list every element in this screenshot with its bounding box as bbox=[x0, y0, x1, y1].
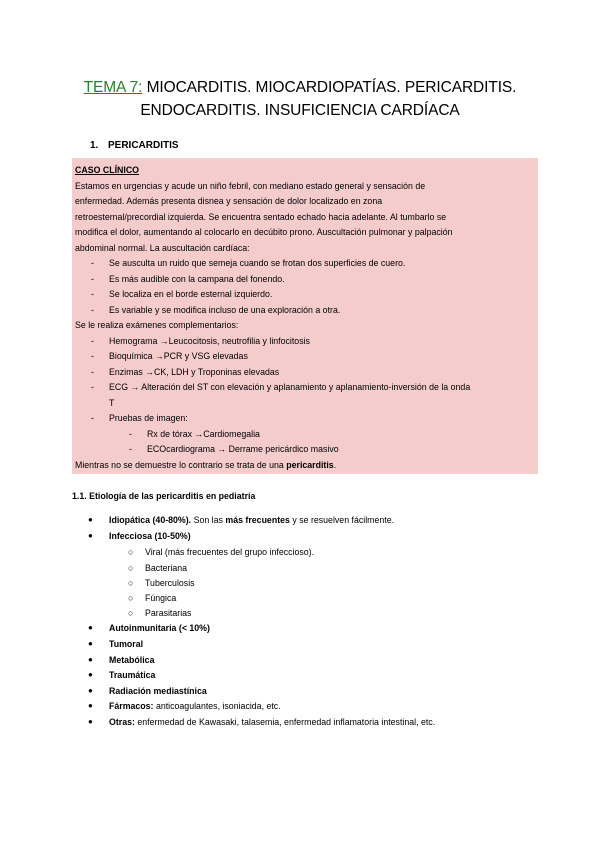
imaging-item: - Rx de tórax →Cardiomegalia bbox=[129, 428, 260, 439]
bullet-icon: ● bbox=[88, 655, 93, 664]
circle-bullet-icon: ○ bbox=[128, 578, 134, 588]
case-text-line: enfermedad. Además presenta disnea y sensación de dolor localizado en zona bbox=[75, 196, 383, 206]
case-text-line: abdominal normal. La auscultación cardíaca: bbox=[75, 242, 250, 253]
bullet-icon: ● bbox=[88, 670, 93, 679]
case-text-line: Estamos en urgencias y acude un niño febril, con mediano estado general y sensación de bbox=[75, 180, 426, 191]
auscultation-item: - Se localiza en el borde esternal izquierdo. bbox=[91, 289, 273, 299]
bullet-icon: ● bbox=[88, 639, 93, 648]
title-line-1: MIOCARDITIS. MIOCARDIOPATÍAS. PERICARDITIS. bbox=[146, 79, 517, 96]
case-text-line: retroesternal/precordial izquierda. Se encuentra sentado echado hacia adelante. Al tumbarlo se bbox=[75, 211, 447, 222]
bullet-icon: ● bbox=[88, 531, 93, 540]
imaging-item: - ECOcardiograma → Derrame pericárdico masivo bbox=[129, 444, 339, 454]
circle-bullet-icon: ○ bbox=[128, 547, 134, 557]
title-line-2: ENDOCARDITIS. INSUFICIENCIA CARDÍACA bbox=[140, 102, 460, 119]
case-conclusion: Mientras no se demuestre lo contrario se trata de una pericarditis. bbox=[75, 459, 337, 470]
subsection-heading: 1.1. Etiología de las pericarditis en pediatría bbox=[72, 491, 256, 501]
bullet-icon: ● bbox=[88, 515, 93, 524]
exams-intro: Se le realiza exámenes complementarios: bbox=[75, 320, 239, 330]
auscultation-item: - Es variable y se modifica incluso de una exploración a otra. bbox=[91, 304, 341, 315]
case-text-line: modifica el dolor, aumentando al colocarlo en decúbito prono. Auscultación pulmonar y palpación bbox=[75, 227, 453, 237]
exam-item: - Hemograma →Leucocitosis, neutrofilia y linfocitosis bbox=[91, 335, 310, 346]
bullet-icon: ● bbox=[88, 701, 93, 710]
bullet-icon: ● bbox=[88, 623, 93, 632]
exam-item: - Bioquímica →PCR y VSG elevadas bbox=[91, 351, 248, 361]
section-1-heading bbox=[90, 140, 179, 151]
auscultation-item: - Es más audible con la campana del fonendo. bbox=[91, 273, 285, 284]
section-number: 1. bbox=[90, 140, 99, 151]
page-title bbox=[40, 76, 560, 122]
circle-bullet-icon: ○ bbox=[128, 608, 134, 618]
bullet-icon: ● bbox=[88, 717, 93, 726]
exam-item: - ECG → Alteración del ST con elevación y aplanamiento y aplanamiento-inversión de la onda bbox=[91, 382, 471, 392]
case-title: CASO CLÍNICO bbox=[75, 165, 140, 175]
exam-item-continuation: T bbox=[109, 397, 115, 408]
section-title: PERICARDITIS bbox=[108, 140, 179, 151]
circle-bullet-icon: ○ bbox=[128, 593, 134, 603]
tema-label: TEMA 7: bbox=[83, 79, 143, 96]
circle-bullet-icon: ○ bbox=[128, 563, 134, 573]
bullet-icon: ● bbox=[88, 686, 93, 695]
exam-item: - Enzimas →CK, LDH y Troponinas elevadas bbox=[91, 366, 280, 377]
exam-item: - Pruebas de imagen: bbox=[91, 413, 188, 423]
clinical-case-box bbox=[72, 158, 538, 474]
auscultation-item: - Se ausculta un ruido que semeja cuando se frotan dos superficies de cuero. bbox=[91, 258, 406, 268]
